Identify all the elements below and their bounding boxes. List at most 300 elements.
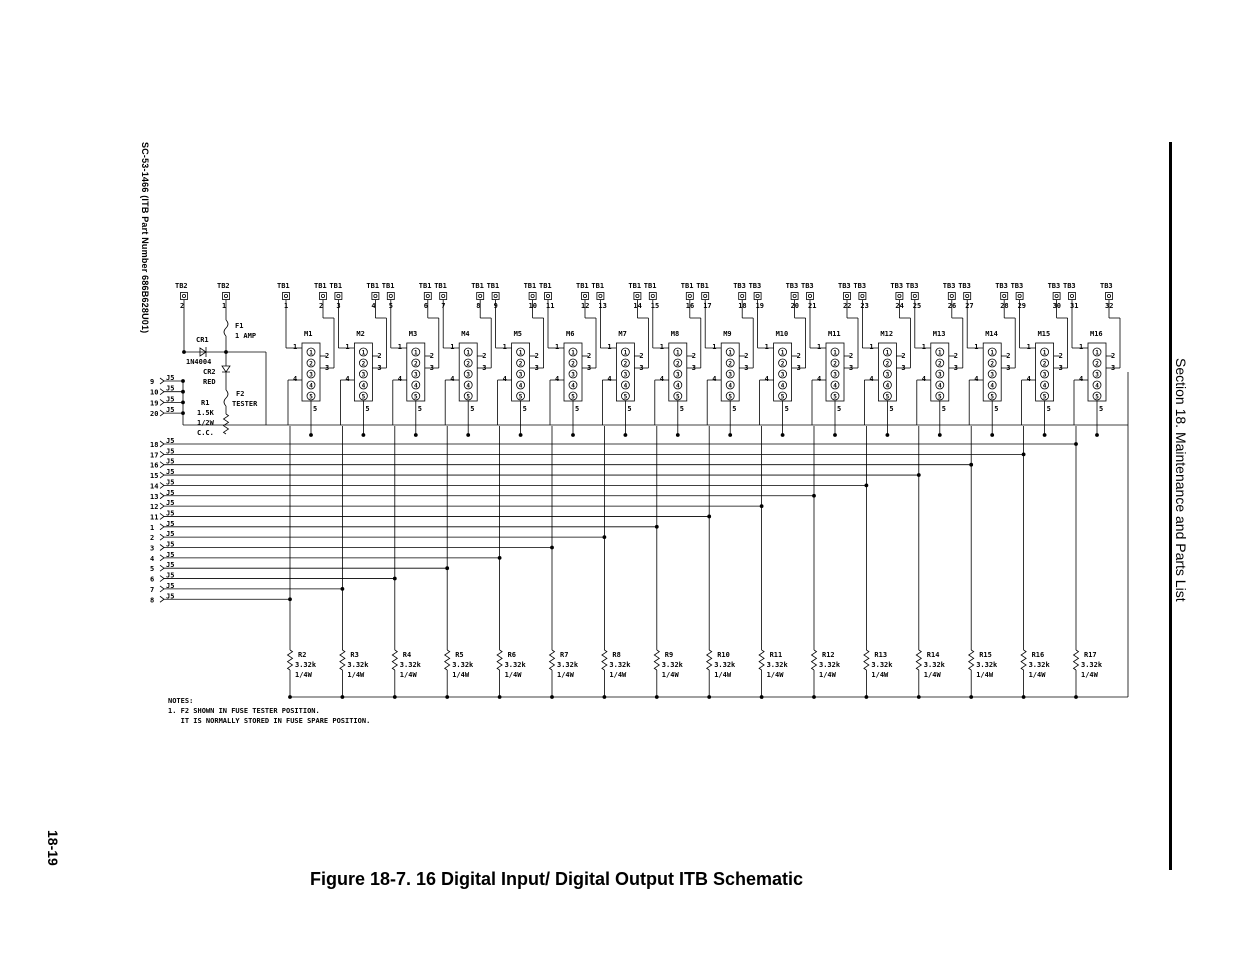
connector-arrow [160, 513, 164, 519]
terminal-symbol [859, 293, 866, 300]
junction-dot [289, 598, 292, 601]
terminal-screw [1107, 294, 1110, 297]
junction-dot [865, 696, 868, 699]
module-pin-number: 3 [1006, 364, 1011, 372]
terminal-screw [688, 294, 691, 297]
led-cr2-ref: CR2 [203, 368, 216, 376]
module-terminal-pin-label: 22 [843, 302, 852, 310]
resistor-value: 3.32k [452, 661, 474, 669]
module-terminal-pin-label: 23 [860, 302, 869, 310]
junction-dot [182, 390, 185, 393]
junction-dot [886, 434, 889, 437]
resistor-power: 1/4W [923, 671, 941, 679]
terminal-screw [321, 294, 324, 297]
connector-label: J5 [166, 550, 175, 559]
module-pin-number: 2 [639, 352, 644, 360]
module-pin-circle-label: 2 [571, 360, 575, 368]
module-pin-circle-label: 1 [571, 349, 575, 357]
connector-label: J5 [166, 561, 175, 570]
resistor-symbol [602, 650, 607, 670]
resistor-ref: R8 [612, 651, 621, 659]
module-terminal-pin-label: 5 [388, 302, 394, 310]
terminal-symbol [948, 293, 955, 300]
module-pin-circle-label: 3 [675, 371, 680, 379]
terminal-symbol [911, 293, 918, 300]
drawing-number: SC-53-1466 (ITB Part Number 686B628U01) [140, 142, 150, 334]
module-terminal-block-label: TB3 [958, 282, 971, 290]
module-pin-number: 2 [1111, 352, 1116, 360]
module-pin-number: 2 [587, 352, 592, 360]
module-pin-number: 3 [534, 364, 539, 372]
terminal-screw [1070, 294, 1073, 297]
junction-dot [446, 567, 449, 570]
module-terminal-block-label: TB3 [1010, 282, 1024, 290]
connector-label: J5 [166, 571, 175, 580]
module-pin-number: 1 [502, 343, 507, 351]
module-pin-number: 2 [953, 352, 959, 360]
connector-pin-number: 11 [150, 513, 159, 522]
module-terminal-block-label: TB1 [591, 282, 605, 290]
resistor-power: 1/4W [871, 671, 889, 679]
junction-dot [310, 434, 313, 437]
power-terminal-pin: 1 [222, 302, 227, 310]
resistor-symbol [445, 650, 450, 670]
module-pin-circle-label: 5 [309, 393, 313, 401]
resistor-value: 3.32k [661, 661, 683, 669]
resistor-value: 3.32k [819, 661, 841, 669]
junction-dot [498, 696, 501, 699]
module-terminal-block-label: TB1 [434, 282, 447, 290]
resistor-value: 3.32k [609, 661, 631, 669]
connector-arrow [160, 565, 164, 571]
module-pin-number: 2 [482, 352, 487, 360]
module-terminal-block-label: TB3 [890, 282, 904, 290]
module-pin-number: 3 [744, 364, 749, 372]
terminal-screw [337, 294, 340, 297]
resistor-power: 1/4W [504, 671, 522, 679]
resistor-ref: R13 [874, 651, 888, 659]
resistor-symbol [340, 650, 345, 670]
module-pin-number: 1 [1079, 343, 1084, 351]
junction-dot [970, 463, 973, 466]
module-ref-label: M1 [304, 330, 313, 338]
schematic-note: 1. F2 SHOWN IN FUSE TESTER POSITION. [168, 707, 320, 715]
resistor-symbol [288, 650, 293, 670]
resistor-power: 1/4W [976, 671, 994, 679]
module-pin-number: 3 [429, 364, 435, 372]
resistor-value: 3.32k [1081, 661, 1103, 669]
module-pin-circle-label: 1 [466, 349, 471, 357]
module-pin-number: 2 [429, 352, 435, 360]
power-terminal-label: TB2 [175, 282, 188, 290]
module-pin-circle-label: 3 [571, 371, 575, 379]
module-terminal-pin-label: 4 [371, 302, 376, 310]
module-pin-number: 3 [953, 364, 959, 372]
module-terminal-block-label: TB3 [1063, 282, 1076, 290]
module-pin-circle-label: 3 [937, 371, 942, 379]
junction-dot [781, 434, 784, 437]
terminal-symbol [372, 293, 379, 300]
module-pin-number: 1 [607, 343, 612, 351]
module-pin-number: 4 [555, 375, 560, 383]
junction-dot [970, 696, 973, 699]
module-pin-number: 2 [1006, 352, 1011, 360]
connector-arrow [160, 534, 164, 540]
module-terminal-block-label: TB3 [853, 282, 867, 290]
module-terminal-block-label: TB1 [471, 282, 484, 290]
terminal-symbol [754, 293, 761, 300]
terminal-screw [599, 294, 602, 297]
module-pin-number: 4 [659, 375, 665, 383]
module-terminal-block-label: TB1 [486, 282, 500, 290]
resistor-symbol [550, 650, 555, 670]
junction-dot [341, 696, 344, 699]
module-terminal-pin-label: 20 [790, 302, 800, 310]
resistor-power: 1/4W [347, 671, 365, 679]
resistor-value: 3.32k [871, 661, 893, 669]
module-pin-circle-label: 1 [675, 349, 680, 357]
module-pin-number: 5 [837, 405, 842, 413]
module-pin-number: 1 [450, 343, 455, 351]
module-pin-circle-label: 4 [1042, 382, 1047, 390]
module-pin-number: 4 [1079, 375, 1084, 383]
terminal-symbol [424, 293, 431, 300]
terminal-symbol [739, 293, 746, 300]
module-pin-circle-label: 2 [361, 360, 366, 368]
module-pin-number: 5 [470, 405, 475, 413]
module-terminal-block-label: TB3 [733, 282, 746, 290]
resistor-ref: R3 [350, 651, 359, 659]
terminal-symbol [807, 293, 814, 300]
connector-pin-number: 5 [150, 565, 155, 574]
resistor-symbol [916, 650, 921, 670]
resistor-value: 3.32k [295, 661, 317, 669]
junction-dot [834, 434, 837, 437]
junction-dot [813, 696, 816, 699]
terminal-screw [479, 294, 482, 297]
module-pin-circle-label: 5 [361, 393, 366, 401]
junction-dot [1096, 434, 1099, 437]
resistor-ref: R7 [560, 651, 569, 659]
connector-label: J5 [166, 437, 175, 445]
module-pin-circle-label: 3 [728, 371, 733, 379]
terminal-screw [442, 294, 445, 297]
module-ref-label: M8 [670, 330, 680, 338]
module-pin-circle-label: 5 [466, 393, 471, 401]
resistor-power: 1/4W [452, 671, 470, 679]
terminal-screw [651, 294, 654, 297]
module-pin-circle-label: 3 [833, 371, 837, 379]
module-pin-number: 2 [744, 352, 749, 360]
module-pin-circle-label: 1 [1042, 349, 1047, 357]
connector-pin-number: 19 [150, 399, 159, 408]
module-pin-number: 1 [293, 343, 298, 351]
module-pin-number: 1 [1026, 343, 1031, 351]
module-terminal-block-label: TB3 [748, 282, 762, 290]
terminal-screw [756, 294, 759, 297]
module-pin-number: 5 [941, 405, 947, 413]
resistor-symbol [1074, 650, 1079, 670]
junction-dot [1043, 434, 1046, 437]
module-pin-number: 5 [994, 405, 999, 413]
junction-dot [182, 401, 185, 404]
resistor-value: 3.32k [766, 661, 788, 669]
module-pin-circle-label: 5 [623, 393, 628, 401]
junction-dot [1022, 696, 1025, 699]
resistor-symbol [392, 650, 397, 670]
terminal-symbol [634, 293, 641, 300]
connector-pin-number: 4 [150, 554, 155, 563]
junction-dot [760, 696, 763, 699]
module-pin-circle-label: 2 [1095, 360, 1099, 368]
terminal-symbol [1016, 293, 1023, 300]
junction-dot [498, 556, 501, 559]
terminal-symbol [545, 293, 552, 300]
module-pin-circle-label: 4 [518, 382, 523, 390]
module-pin-circle-label: 2 [675, 360, 680, 368]
module-ref-label: M14 [985, 330, 998, 338]
module-pin-number: 5 [575, 405, 580, 413]
module-pin-number: 4 [869, 375, 874, 383]
resistor-power: 1/4W [399, 671, 417, 679]
resistor-symbol [812, 650, 817, 670]
module-pin-circle-label: 5 [937, 393, 942, 401]
module-pin-circle-label: 3 [1095, 371, 1099, 379]
connector-arrow [160, 555, 164, 561]
resistor-ref: R16 [1031, 651, 1045, 659]
connector-pin-number: 17 [150, 451, 159, 460]
resistor-ref: R15 [979, 651, 992, 659]
resistor-value: 3.32k [1028, 661, 1050, 669]
module-pin-circle-label: 5 [413, 393, 418, 401]
diode-cr1-ref: CR1 [196, 336, 209, 344]
connector-pin-number: 2 [150, 534, 155, 543]
module-pin-circle-label: 4 [571, 382, 575, 390]
terminal-symbol [335, 293, 342, 300]
fuse-f1-ref: F1 [235, 322, 244, 330]
connector-pin-number: 14 [150, 482, 159, 491]
resistor-r1-ref: R1 [201, 399, 210, 407]
resistor-power: 1/4W [609, 671, 627, 679]
connector-label: J5 [166, 406, 175, 415]
module-terminal-pin-label: 25 [912, 302, 922, 310]
module-terminal-block-label: TB1 [696, 282, 709, 290]
module-pin-number: 2 [849, 352, 854, 360]
module-pin-circle-label: 1 [309, 349, 313, 357]
module-terminal-pin-label: 14 [633, 302, 642, 310]
terminal-screw [284, 294, 287, 297]
junction-dot [572, 434, 575, 437]
module-pin-number: 5 [522, 405, 527, 413]
terminal-symbol [529, 293, 536, 300]
connector-arrow [160, 441, 164, 447]
resistor-power: 1/4W [819, 671, 836, 679]
terminal-symbol [440, 293, 447, 300]
module-pin-circle-label: 4 [937, 382, 942, 390]
junction-dot [289, 696, 292, 699]
module-terminal-pin-label: 18 [738, 302, 747, 310]
terminal-symbol [1053, 293, 1060, 300]
module-pin-number: 3 [691, 364, 697, 372]
module-terminal-pin-label: 15 [650, 302, 660, 310]
connector-arrow [160, 586, 164, 592]
terminal-screw [1003, 294, 1006, 297]
terminal-symbol [597, 293, 604, 300]
connector-arrow [160, 378, 164, 384]
module-pin-number: 1 [974, 343, 979, 351]
connector-arrow [160, 482, 164, 488]
connector-pin-number: 20 [150, 410, 159, 419]
module-terminal-block-label: TB1 [329, 282, 343, 290]
module-pin-number: 1 [921, 343, 927, 351]
connector-arrow [160, 596, 164, 602]
connector-label: J5 [166, 499, 175, 508]
fuse-f2-ref: F2 [236, 390, 245, 398]
module-pin-circle-label: 1 [780, 349, 785, 357]
module-terminal-pin-label: 32 [1105, 302, 1114, 310]
module-terminal-pin-label: 28 [1000, 302, 1009, 310]
module-pin-circle-label: 4 [309, 382, 313, 390]
terminal-symbol [1001, 293, 1008, 300]
connector-pin-number: 9 [150, 378, 155, 386]
module-pin-circle-label: 2 [780, 360, 785, 368]
module-ref-label: M2 [356, 330, 365, 338]
resistor-symbol [497, 650, 502, 670]
module-ref-label: M4 [461, 330, 470, 338]
connector-pin-number: 3 [150, 544, 155, 553]
module-pin-circle-label: 2 [885, 360, 890, 368]
terminal-symbol [791, 293, 798, 300]
schematic-note: NOTES: [168, 697, 194, 705]
module-terminal-pin-label: 17 [703, 302, 712, 310]
module-pin-circle-label: 4 [361, 382, 366, 390]
junction-dot [676, 434, 679, 437]
module-pin-number: 3 [482, 364, 487, 372]
module-pin-circle-label: 3 [466, 371, 471, 379]
led-cr2-value: RED [203, 378, 216, 386]
connector-label: J5 [166, 519, 175, 528]
connector-pin-number: 6 [150, 575, 155, 584]
resistor-value: 3.32k [347, 661, 369, 669]
module-pin-circle-label: 5 [675, 393, 680, 401]
resistor-symbol [654, 650, 659, 670]
module-terminal-pin-label: 31 [1070, 302, 1079, 310]
terminal-screw [793, 294, 796, 297]
junction-dot [991, 434, 994, 437]
module-pin-circle-label: 4 [728, 382, 733, 390]
connector-arrow [160, 524, 164, 530]
module-terminal-pin-label: 21 [808, 302, 817, 310]
module-pin-number: 1 [345, 343, 350, 351]
connector-pin-number: 16 [150, 461, 159, 470]
module-pin-circle-label: 1 [361, 349, 366, 357]
module-pin-circle-label: 2 [1042, 360, 1047, 368]
module-ref-label: M11 [828, 330, 841, 338]
module-terminal-pin-label: 29 [1017, 302, 1027, 310]
module-pin-number: 5 [732, 405, 737, 413]
module-terminal-block-label: TB3 [905, 282, 919, 290]
connector-arrow [160, 389, 164, 395]
terminal-screw [182, 294, 185, 297]
terminal-symbol [320, 293, 327, 300]
fuse-f1-value: 1 AMP [235, 332, 257, 340]
module-pin-circle-label: 3 [623, 371, 628, 379]
module-ref-label: M16 [1090, 330, 1103, 338]
module-pin-circle-label: 3 [1042, 371, 1047, 379]
resistor-value: 3.32k [976, 661, 998, 669]
terminal-symbol [181, 293, 188, 300]
module-terminal-block-label: TB1 [366, 282, 380, 290]
module-pin-circle-label: 2 [623, 360, 628, 368]
junction-dot [655, 525, 658, 528]
junction-dot [708, 696, 711, 699]
resistor-r1-symbol [224, 414, 229, 434]
module-pin-number: 1 [712, 343, 717, 351]
module-pin-number: 5 [889, 405, 894, 413]
module-terminal-block-label: TB1 [418, 282, 432, 290]
terminal-screw [546, 294, 549, 297]
module-pin-circle-label: 4 [833, 382, 837, 390]
resistor-power: 1/4W [766, 671, 784, 679]
module-pin-circle-label: 3 [413, 371, 418, 379]
module-pin-circle-label: 4 [1095, 382, 1099, 390]
connector-label: J5 [166, 509, 175, 518]
module-pin-circle-label: 2 [518, 360, 523, 368]
connector-arrow [160, 410, 164, 416]
connector-arrow [160, 399, 164, 405]
module-terminal-pin-label: 3 [336, 302, 341, 310]
module-pin-circle-label: 3 [309, 371, 313, 379]
resistor-ref: R12 [822, 651, 835, 659]
terminal-screw [741, 294, 744, 297]
junction-dot [182, 380, 185, 383]
module-terminal-pin-label: 19 [755, 302, 765, 310]
terminal-symbol [844, 293, 851, 300]
module-terminal-block-label: TB3 [1100, 282, 1113, 290]
resistor-power: 1/4W [1028, 671, 1046, 679]
resistor-ref: R6 [507, 651, 517, 659]
connector-label: J5 [166, 447, 175, 456]
module-pin-number: 4 [921, 375, 927, 383]
terminal-symbol [686, 293, 693, 300]
module-pin-number: 3 [796, 364, 801, 372]
junction-dot [341, 587, 344, 590]
module-pin-number: 4 [712, 375, 717, 383]
module-pin-circle-label: 1 [1095, 349, 1099, 357]
resistor-ref: R17 [1084, 651, 1097, 659]
connector-label: J5 [166, 540, 175, 549]
module-pin-circle-label: 4 [466, 382, 471, 390]
junction-dot [183, 351, 186, 354]
module-pin-number: 1 [869, 343, 874, 351]
resistor-ref: R10 [717, 651, 730, 659]
module-terminal-pin-label: 13 [598, 302, 607, 310]
resistor-r1-power: 1/2W [197, 419, 214, 427]
connector-arrow [160, 472, 164, 478]
module-terminal-block-label: TB1 [523, 282, 537, 290]
resistor-r1-type: C.C. [197, 429, 214, 437]
module-pin-circle-label: 5 [885, 393, 890, 401]
module-terminal-pin-label: 12 [581, 302, 590, 310]
junction-dot [393, 696, 396, 699]
module-pin-circle-label: 5 [833, 393, 837, 401]
module-pin-number: 3 [377, 364, 382, 372]
module-terminal-pin-label: 27 [965, 302, 974, 310]
junction-dot [917, 696, 920, 699]
junction-dot [865, 484, 868, 487]
module-terminal-block-label: TB1 [314, 282, 327, 290]
resistor-ref: R5 [455, 651, 464, 659]
